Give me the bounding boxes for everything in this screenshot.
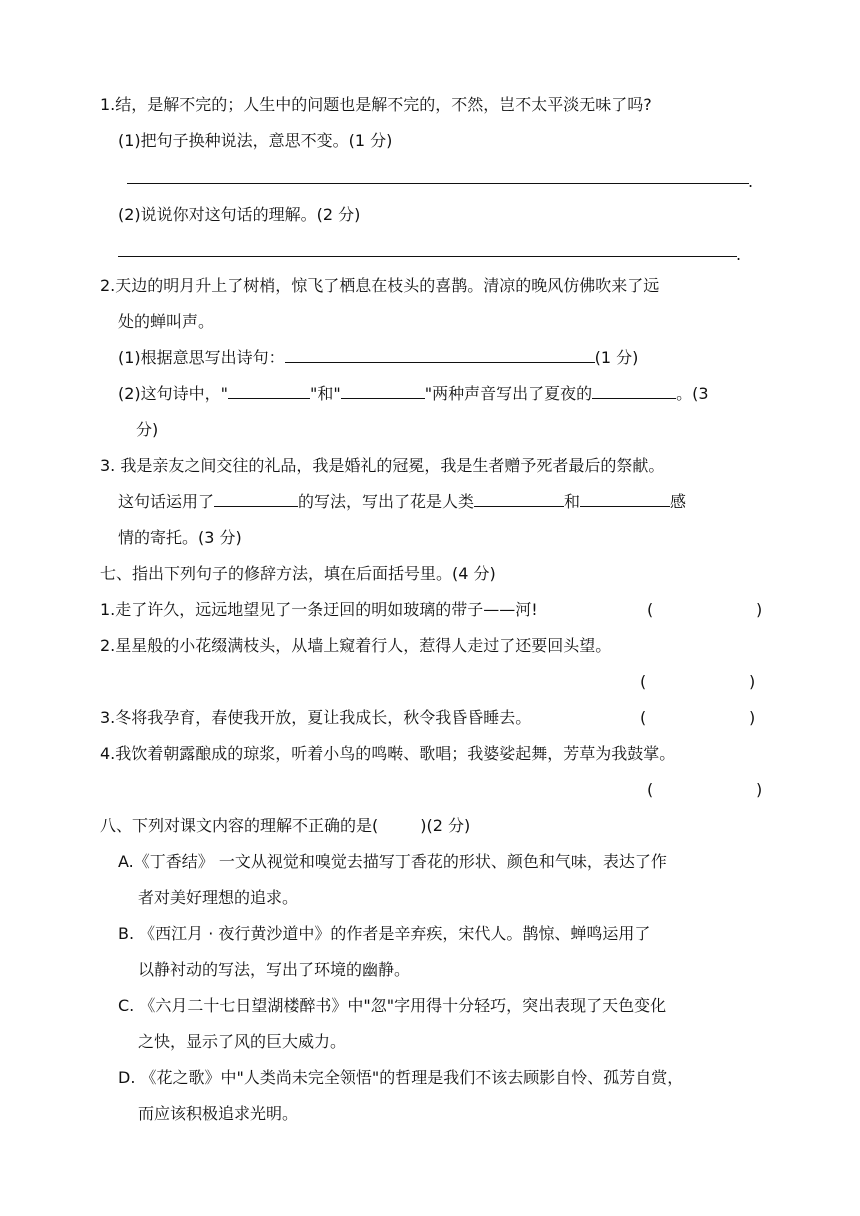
section7-item-3: 3.冬将我孕育，春使我开放，夏让我成长，秋令我昏昏睡去。 <box>100 708 532 727</box>
section8-option-a-line2: 者对美好理想的追求。 <box>138 888 299 907</box>
q2-stem-line2: 处的蝉叫声。 <box>118 312 215 331</box>
q2-sub2-c: "两种声音写出了夏夜的 <box>424 384 593 403</box>
section8-option-c-line2: 之快，显示了风的巨大威力。 <box>138 1032 347 1051</box>
q3-line2-b: 的写法，写出了花是人类 <box>298 492 475 511</box>
q3-line2-c: 和 <box>564 492 581 511</box>
q3-line1: 3. 我是亲友之间交往的礼品，我是婚礼的冠冕，我是生者赠予死者最后的祭献。 <box>100 456 665 475</box>
section7-item-1-paren-close: ) <box>756 600 763 619</box>
section7-title: 七、指出下列句子的修辞方法，填在后面括号里。(4 分) <box>100 564 496 583</box>
section7-item-1-paren-open: ( <box>647 600 654 619</box>
q2-sub1-suffix: (1 分) <box>594 348 639 367</box>
q1-sub2-answer-line[interactable] <box>118 256 737 257</box>
q1-sub1-answer-line[interactable] <box>127 183 749 184</box>
q3-line2-a: 这句话运用了 <box>118 492 215 511</box>
section7-item-4-paren-open: ( <box>647 780 654 799</box>
section8-title-a: 八、下列对课文内容的理解不正确的是( <box>100 816 379 835</box>
q2-sub2-d: 。(3 <box>676 384 709 403</box>
q2-sub2-blank-2[interactable] <box>341 382 425 399</box>
q2-sub2-a: (2)这句诗中，" <box>118 384 229 403</box>
q1-stem: 1.结，是解不完的；人生中的问题也是解不完的，不然，岂不太平淡无味了吗? <box>100 95 652 114</box>
q3-blank-3[interactable] <box>580 490 670 507</box>
q2-sub1 <box>118 346 638 370</box>
section7-item-4-paren-close: ) <box>756 780 763 799</box>
q3-blank-2[interactable] <box>474 490 564 507</box>
q1-sub2-end-mark: . <box>736 245 742 264</box>
q1-sub2: (2)说说你对这句话的理解。(2 分) <box>118 205 361 224</box>
section8-option-d-line1: D. 《花之歌》中"人类尚未完全领悟"的哲理是我们不该去顾影自怜、孤芳自赏， <box>118 1068 684 1087</box>
q1-sub1-end-mark: . <box>748 172 754 191</box>
section8-option-b-line1: B. 《西江月 · 夜行黄沙道中》的作者是辛弃疾，宋代人。鹊惊、蝉鸣运用了 <box>118 924 651 943</box>
q2-sub2-line2: 分) <box>136 420 159 439</box>
section8-title <box>100 814 470 838</box>
q3-blank-1[interactable] <box>214 490 298 507</box>
section7-item-2: 2.星星般的小花缀满枝头，从墙上窥着行人，惹得人走过了还要回头望。 <box>100 636 612 655</box>
section7-item-3-paren-close: ) <box>749 708 756 727</box>
q2-sub2-blank-3[interactable] <box>592 382 676 399</box>
section7-item-2-paren-close: ) <box>749 672 756 691</box>
section7-item-1: 1.走了许久，远远地望见了一条迂回的明如玻璃的带子——河! <box>100 600 538 619</box>
section8-option-d-line2: 而应该积极追求光明。 <box>138 1104 299 1123</box>
section7-item-3-paren-open: ( <box>640 708 647 727</box>
q2-stem-line1: 2.天边的明月升上了树梢，惊飞了栖息在枝头的喜鹊。清凉的晚风仿佛吹来了远 <box>100 276 660 295</box>
q2-sub2 <box>118 382 709 406</box>
section8-option-c-line1: C. 《六月二十七日望湖楼醉书》中"忽"字用得十分轻巧，突出表现了天色变化 <box>118 996 667 1015</box>
q3-line2-d: 感 <box>670 492 687 511</box>
section8-option-a-line1: A.《丁香结》 一文从视觉和嗅觉去描写丁香花的形状、颜色和气味，表达了作 <box>118 852 667 871</box>
q2-sub2-b: "和" <box>310 384 341 403</box>
q2-sub2-blank-1[interactable] <box>228 382 310 399</box>
q3-line3: 情的寄托。(3 分) <box>118 528 242 547</box>
section7-item-4: 4.我饮着朝露酿成的琼浆，听着小鸟的鸣啭、歌唱；我婆娑起舞，芳草为我鼓掌。 <box>100 744 676 763</box>
section7-item-2-paren-open: ( <box>640 672 647 691</box>
section8-option-b-line2: 以静衬动的写法，写出了环境的幽静。 <box>138 960 411 979</box>
section8-title-b: )(2 分) <box>420 816 471 835</box>
q3-line2 <box>118 490 686 514</box>
q1-sub1: (1)把句子换种说法，意思不变。(1 分) <box>118 131 393 150</box>
q2-sub1-blank[interactable] <box>285 346 595 363</box>
q2-sub1-prefix: (1)根据意思写出诗句： <box>118 348 285 367</box>
